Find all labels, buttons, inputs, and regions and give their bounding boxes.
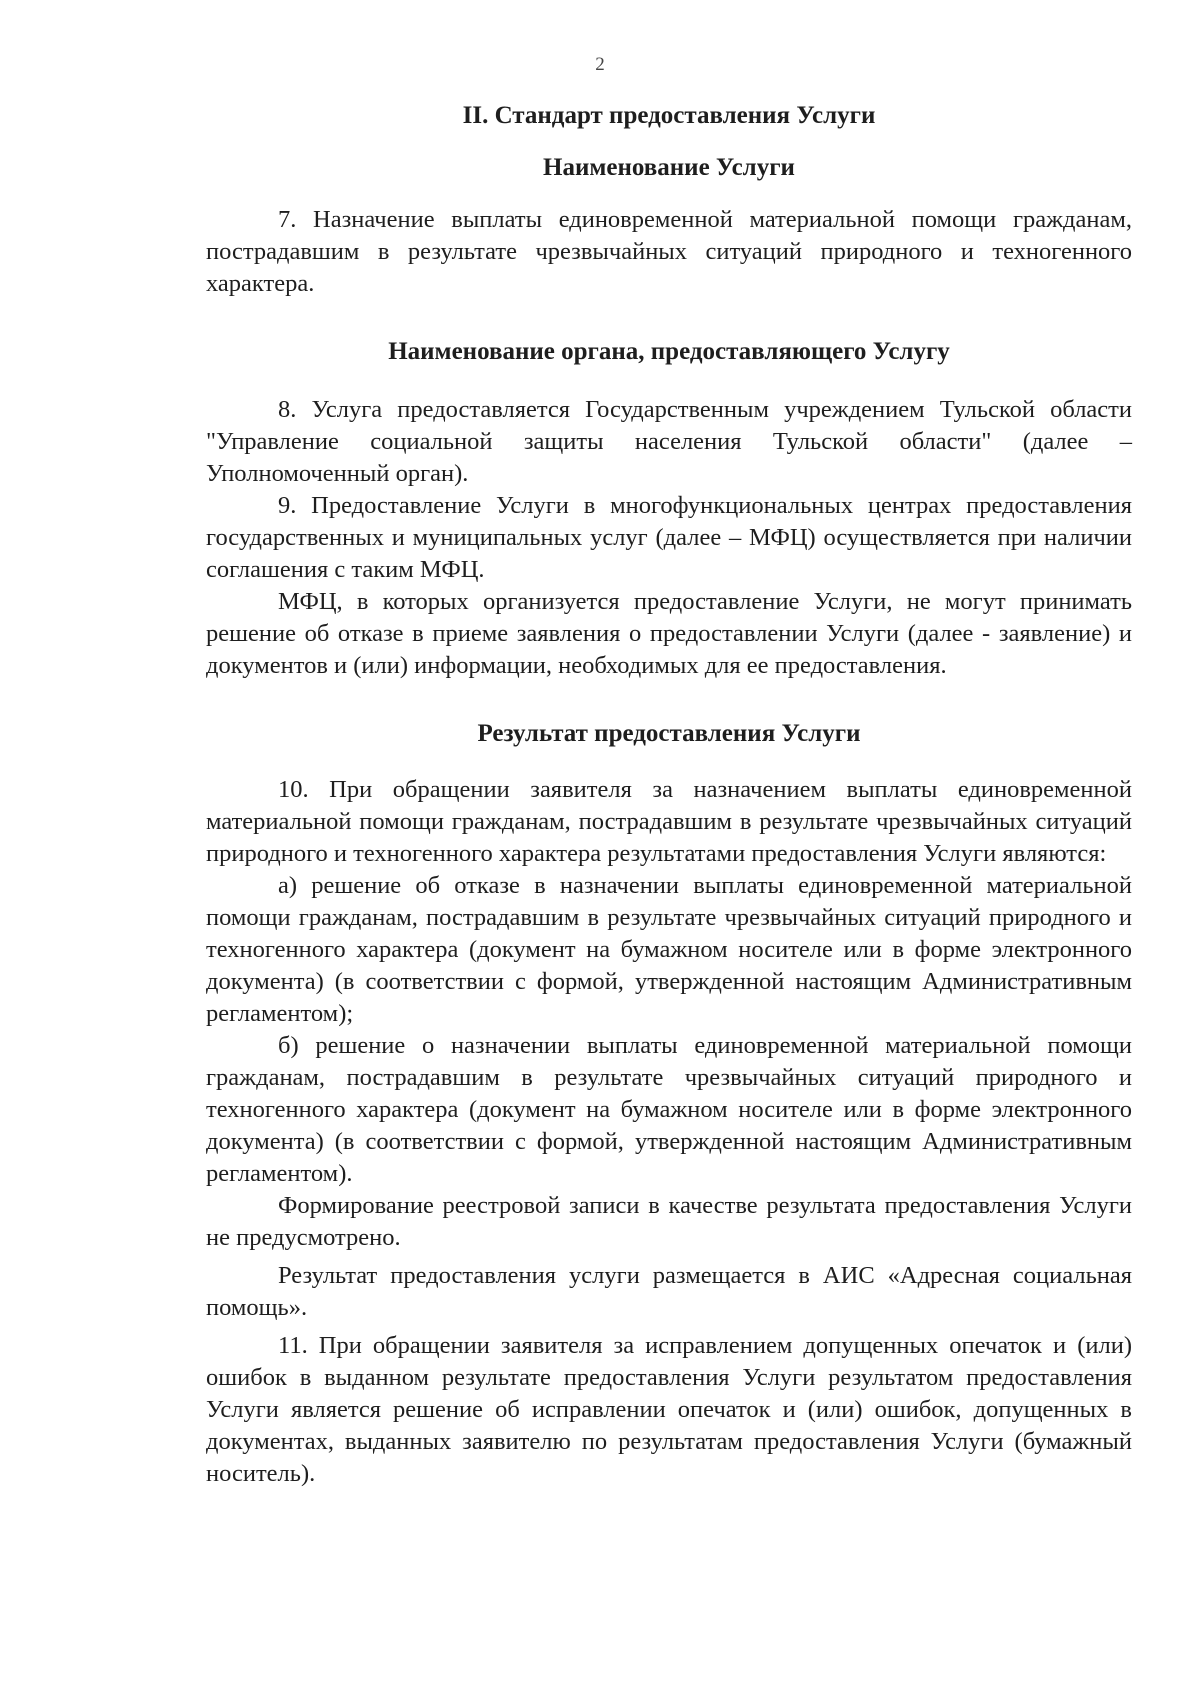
heading-service-name: Наименование Услуги [543,154,795,181]
paragraph-9-mfc: МФЦ, в которых организуется предоставление Услуги, не могут принимать решение об отказе в приеме заявления о предоставлении Услуги (далее - заявление) и документов и (или) информации, необходимых для ее предоставления. [206,588,1132,679]
heading-authority-name: Наименование органа, предоставляющего Услугу [388,338,950,365]
paragraph-7: 7. Назначение выплаты единовременной материальной помощи гражданам, пострадавшим в результате чрезвычайных ситуаций природного и техногенного характера. [206,206,1132,297]
heading-result: Результат предоставления Услуги [477,720,861,747]
paragraph-10-registry: Формирование реестровой записи в качестве результата предоставления Услуги не предусмотрено. [206,1192,1132,1251]
paragraph-8: 8. Услуга предоставляется Государственным учреждением Тульской области "Управление социальной защиты населения Тульской области" (далее – Уполномоченный орган). [206,396,1132,487]
paragraph-10-ais: Результат предоставления услуги размещается в АИС «Адресная социальная помощь». [206,1262,1132,1321]
paragraph-10-a: а) решение об отказе в назначении выплаты единовременной материальной помощи гражданам, пострадавшим в результате чрезвычайных ситуаций природного и техногенного характера (документ на бумажном носителе или в форме электронного документа) (в соответствии с формой, утвержденной настоящим Административным регламентом); [206,872,1132,1027]
page-number: 2 [595,54,605,75]
paragraph-10: 10. При обращении заявителя за назначением выплаты единовременной материальной помощи гражданам, пострадавшим в результате чрезвычайных ситуаций природного и техногенного характера результатами предоставления Услуги являются: [206,776,1132,867]
section-title: II. Стандарт предоставления Услуги [462,102,876,129]
paragraph-9: 9. Предоставление Услуги в многофункциональных центрах предоставления государственных и муниципальных услуг (далее – МФЦ) осуществляется при наличии соглашения с таким МФЦ. [206,492,1132,583]
paragraph-11: 11. При обращении заявителя за исправлением допущенных опечаток и (или) ошибок в выданном результате предоставления Услуги результатом предоставления Услуги является решение об исправлении опечаток и (или) ошибок, допущенных в документах, выданных заявителю по результатам предоставления Услуги (бумажный носитель). [206,1332,1132,1487]
document-body [206,100,1132,1490]
paragraph-10-b: б) решение о назначении выплаты единовременной материальной помощи гражданам, пострадавшим в результате чрезвычайных ситуаций природного и техногенного характера (документ на бумажном носителе или в форме электронного документа) (в соответствии с формой, утвержденной настоящим Административным регламентом). [206,1032,1132,1187]
